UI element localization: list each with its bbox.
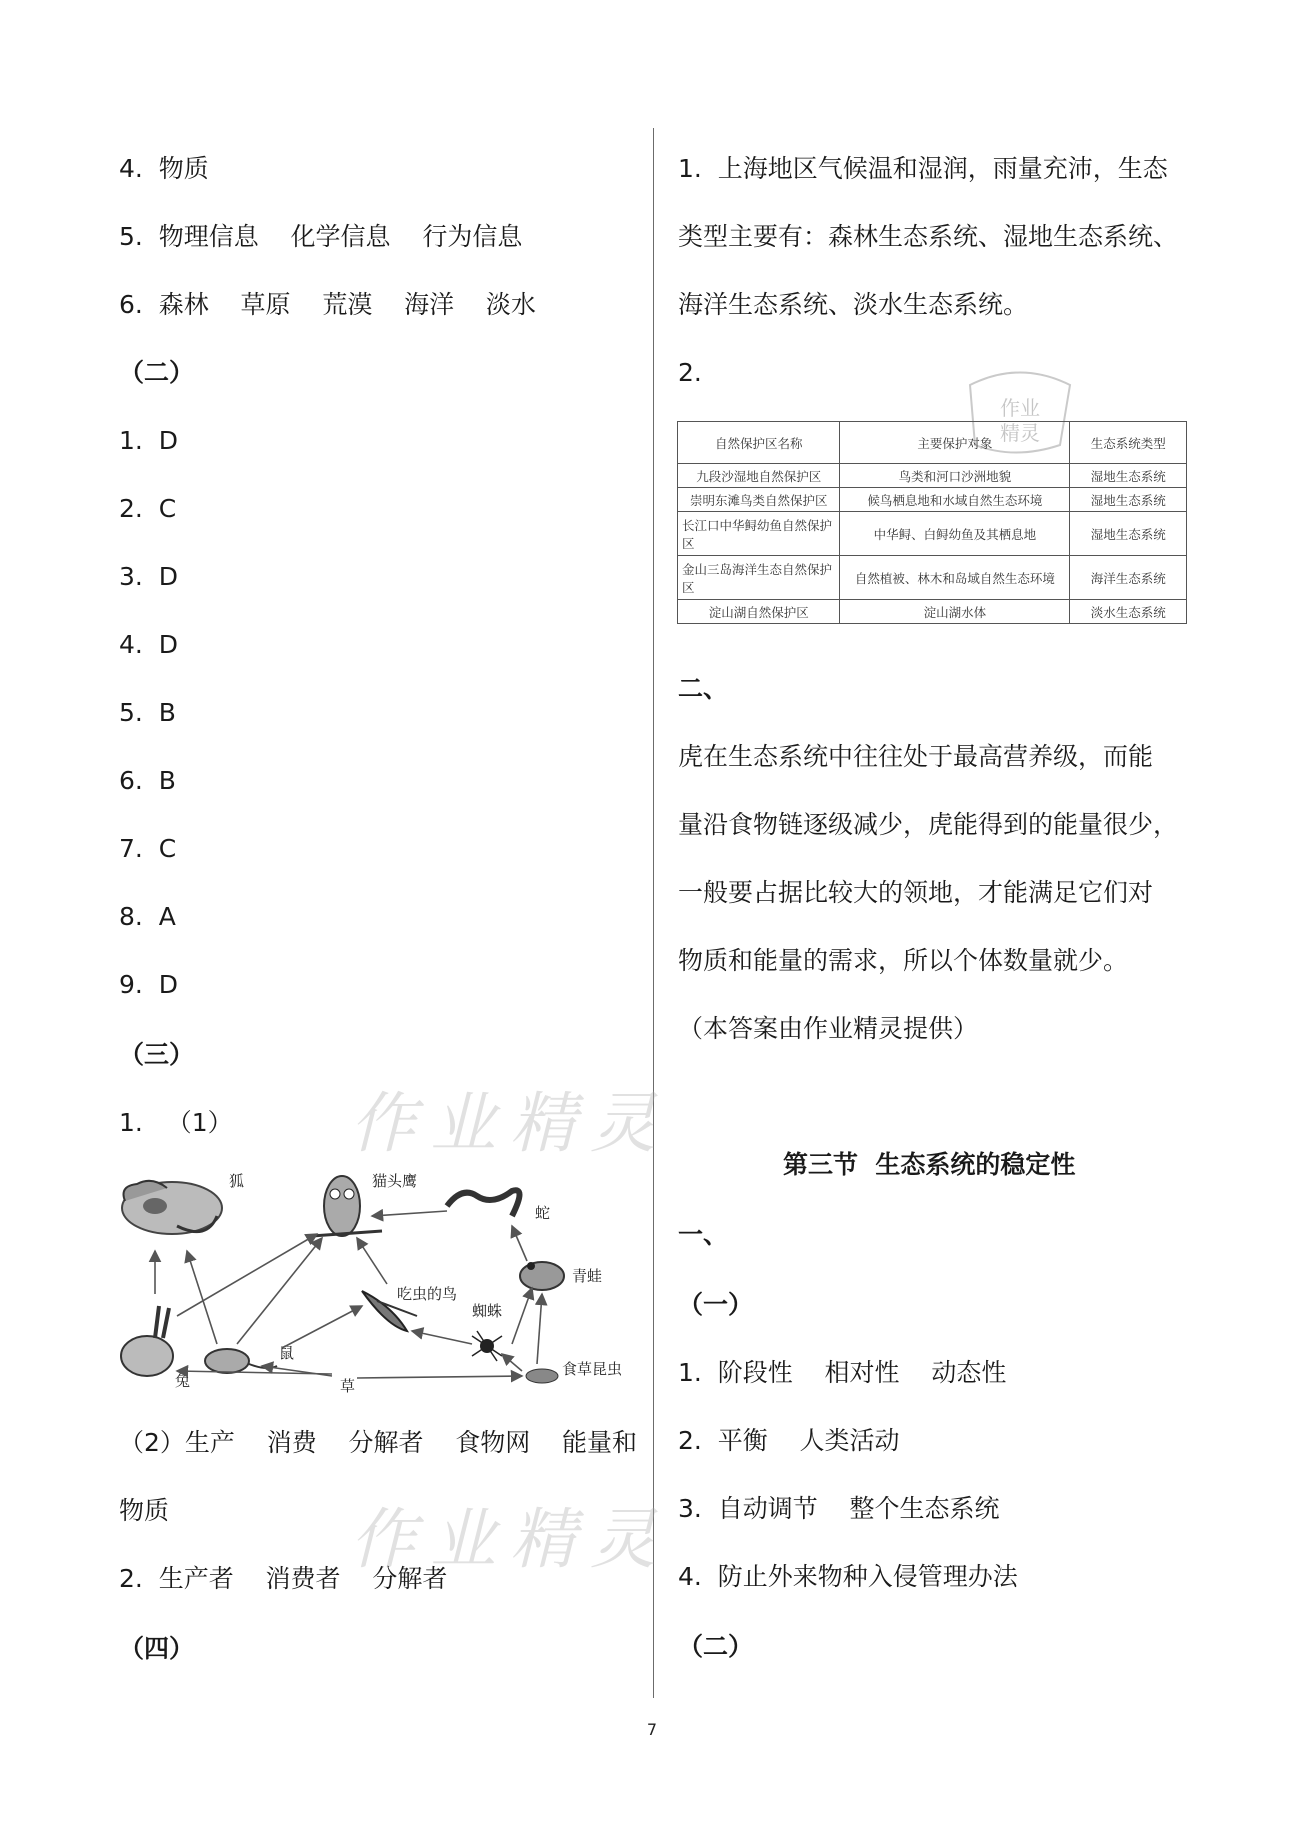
table-cell: 长江口中华鲟幼鱼自然保护区 bbox=[678, 512, 840, 556]
mouse-label: 鼠 bbox=[279, 1344, 295, 1362]
section-title: 第三节 生态系统的稳定性 bbox=[783, 1150, 1076, 1179]
section-heading: （一） bbox=[678, 1290, 754, 1319]
table-cell: 金山三岛海洋生态自然保护区 bbox=[678, 556, 840, 600]
mc-answer: 3. D bbox=[119, 562, 178, 591]
answer-line: 5. 物理信息 化学信息 行为信息 bbox=[119, 222, 523, 251]
rabbit-icon bbox=[121, 1306, 173, 1376]
table-row bbox=[678, 464, 1187, 488]
table-cell: 崇明东滩鸟类自然保护区 bbox=[678, 488, 840, 512]
rabbit-label: 兔 bbox=[175, 1372, 191, 1390]
answer-line: 1. 阶段性 相对性 动态性 bbox=[678, 1358, 1007, 1387]
mc-answer: 5. B bbox=[119, 698, 176, 727]
insect-icon bbox=[526, 1369, 558, 1383]
section-heading: （二） bbox=[119, 358, 195, 387]
table-header: 主要保护对象 bbox=[840, 422, 1070, 464]
table-row bbox=[678, 556, 1187, 600]
section-heading: 一、 bbox=[678, 1220, 729, 1249]
table-header: 生态系统类型 bbox=[1070, 422, 1187, 464]
table-cell: 中华鲟、白鲟幼鱼及其栖息地 bbox=[840, 512, 1070, 556]
mc-answer: 6. B bbox=[119, 766, 176, 795]
page-number: 7 bbox=[646, 1720, 658, 1739]
fox-icon bbox=[122, 1181, 222, 1234]
table-cell: 海洋生态系统 bbox=[1070, 556, 1187, 600]
answer-line: 物质 bbox=[119, 1496, 170, 1525]
table-header: 自然保护区名称 bbox=[678, 422, 840, 464]
table-cell: 淡水生态系统 bbox=[1070, 600, 1187, 624]
table-cell: 淀山湖水体 bbox=[840, 600, 1070, 624]
table-cell: 鸟类和河口沙洲地貌 bbox=[840, 464, 1070, 488]
answer-line: 1. 上海地区气候温和湿润，雨量充沛，生态 bbox=[678, 154, 1168, 183]
frog-label: 青蛙 bbox=[572, 1267, 603, 1285]
table-row bbox=[678, 600, 1187, 624]
snake-label: 蛇 bbox=[535, 1204, 551, 1222]
spider-icon bbox=[472, 1331, 502, 1361]
answer-line: （2）生产 消费 分解者 食物网 能量和 bbox=[119, 1428, 638, 1457]
section-heading: 二、 bbox=[678, 674, 729, 703]
credit-note: （本答案由作业精灵提供） bbox=[678, 1014, 979, 1043]
owl-label: 猫头鹰 bbox=[372, 1172, 418, 1190]
table-cell: 自然植被、林木和岛域自然生态环境 bbox=[840, 556, 1070, 600]
answer-line: 2. 生产者 消费者 分解者 bbox=[119, 1564, 448, 1593]
answer-line: 4. 物质 bbox=[119, 154, 209, 183]
fox-label: 狐 bbox=[229, 1172, 245, 1190]
answer-line: 类型主要有：森林生态系统、湿地生态系统、 bbox=[678, 222, 1179, 251]
mc-answer: 4. D bbox=[119, 630, 178, 659]
answer-line: 1. （1） bbox=[119, 1108, 233, 1137]
answer-line: 海洋生态系统、淡水生态系统。 bbox=[678, 290, 1029, 319]
answer-line: 量沿食物链逐级减少，虎能得到的能量很少， bbox=[678, 810, 1179, 839]
section-heading: （三） bbox=[119, 1040, 195, 1069]
svg-text:作业: 作业 bbox=[1000, 396, 1040, 420]
column-divider bbox=[653, 128, 654, 1698]
answer-line: 4. 防止外来物种入侵管理办法 bbox=[678, 1562, 1018, 1591]
frog-icon bbox=[520, 1262, 564, 1290]
table-cell: 湿地生态系统 bbox=[1070, 512, 1187, 556]
mouse-icon bbox=[205, 1349, 277, 1373]
table-cell: 候鸟栖息地和水域自然生态环境 bbox=[840, 488, 1070, 512]
watermark: 作业精灵 bbox=[350, 1085, 670, 1162]
nature-reserve-table bbox=[677, 421, 1187, 624]
mc-answer: 2. C bbox=[119, 494, 177, 523]
table-cell: 湿地生态系统 bbox=[1070, 488, 1187, 512]
answer-line: 2. bbox=[678, 358, 702, 387]
insect-label: 食草昆虫 bbox=[562, 1360, 623, 1378]
answer-line: 6. 森林 草原 荒漠 海洋 淡水 bbox=[119, 290, 536, 319]
table-row bbox=[678, 512, 1187, 556]
mc-answer: 8. A bbox=[119, 902, 176, 931]
answer-line: 3. 自动调节 整个生态系统 bbox=[678, 1494, 1000, 1523]
snake-icon bbox=[447, 1190, 520, 1216]
spider-label: 蜘蛛 bbox=[472, 1302, 503, 1320]
food-web-diagram bbox=[117, 1166, 634, 1396]
grass-label: 草 bbox=[340, 1377, 356, 1395]
svg-text:精灵: 精灵 bbox=[1000, 421, 1040, 445]
bird-label: 吃虫的鸟 bbox=[397, 1285, 458, 1303]
answer-line: 物质和能量的需求，所以个体数量就少。 bbox=[678, 946, 1129, 975]
section-heading: （四） bbox=[119, 1634, 195, 1663]
answer-line: 一般要占据比较大的领地，才能满足它们对 bbox=[678, 878, 1154, 907]
table-cell: 九段沙湿地自然保护区 bbox=[678, 464, 840, 488]
answer-line: 2. 平衡 人类活动 bbox=[678, 1426, 900, 1455]
mc-answer: 7. C bbox=[119, 834, 177, 863]
table-row bbox=[678, 488, 1187, 512]
section-heading: （二） bbox=[678, 1632, 754, 1661]
answer-line: 虎在生态系统中往往处于最高营养级，而能 bbox=[678, 742, 1154, 771]
mc-answer: 9. D bbox=[119, 970, 178, 999]
table-cell: 湿地生态系统 bbox=[1070, 464, 1187, 488]
mc-answer: 1. D bbox=[119, 426, 178, 455]
table-cell: 淀山湖自然保护区 bbox=[678, 600, 840, 624]
watermark: 作业精灵 bbox=[350, 1501, 670, 1578]
